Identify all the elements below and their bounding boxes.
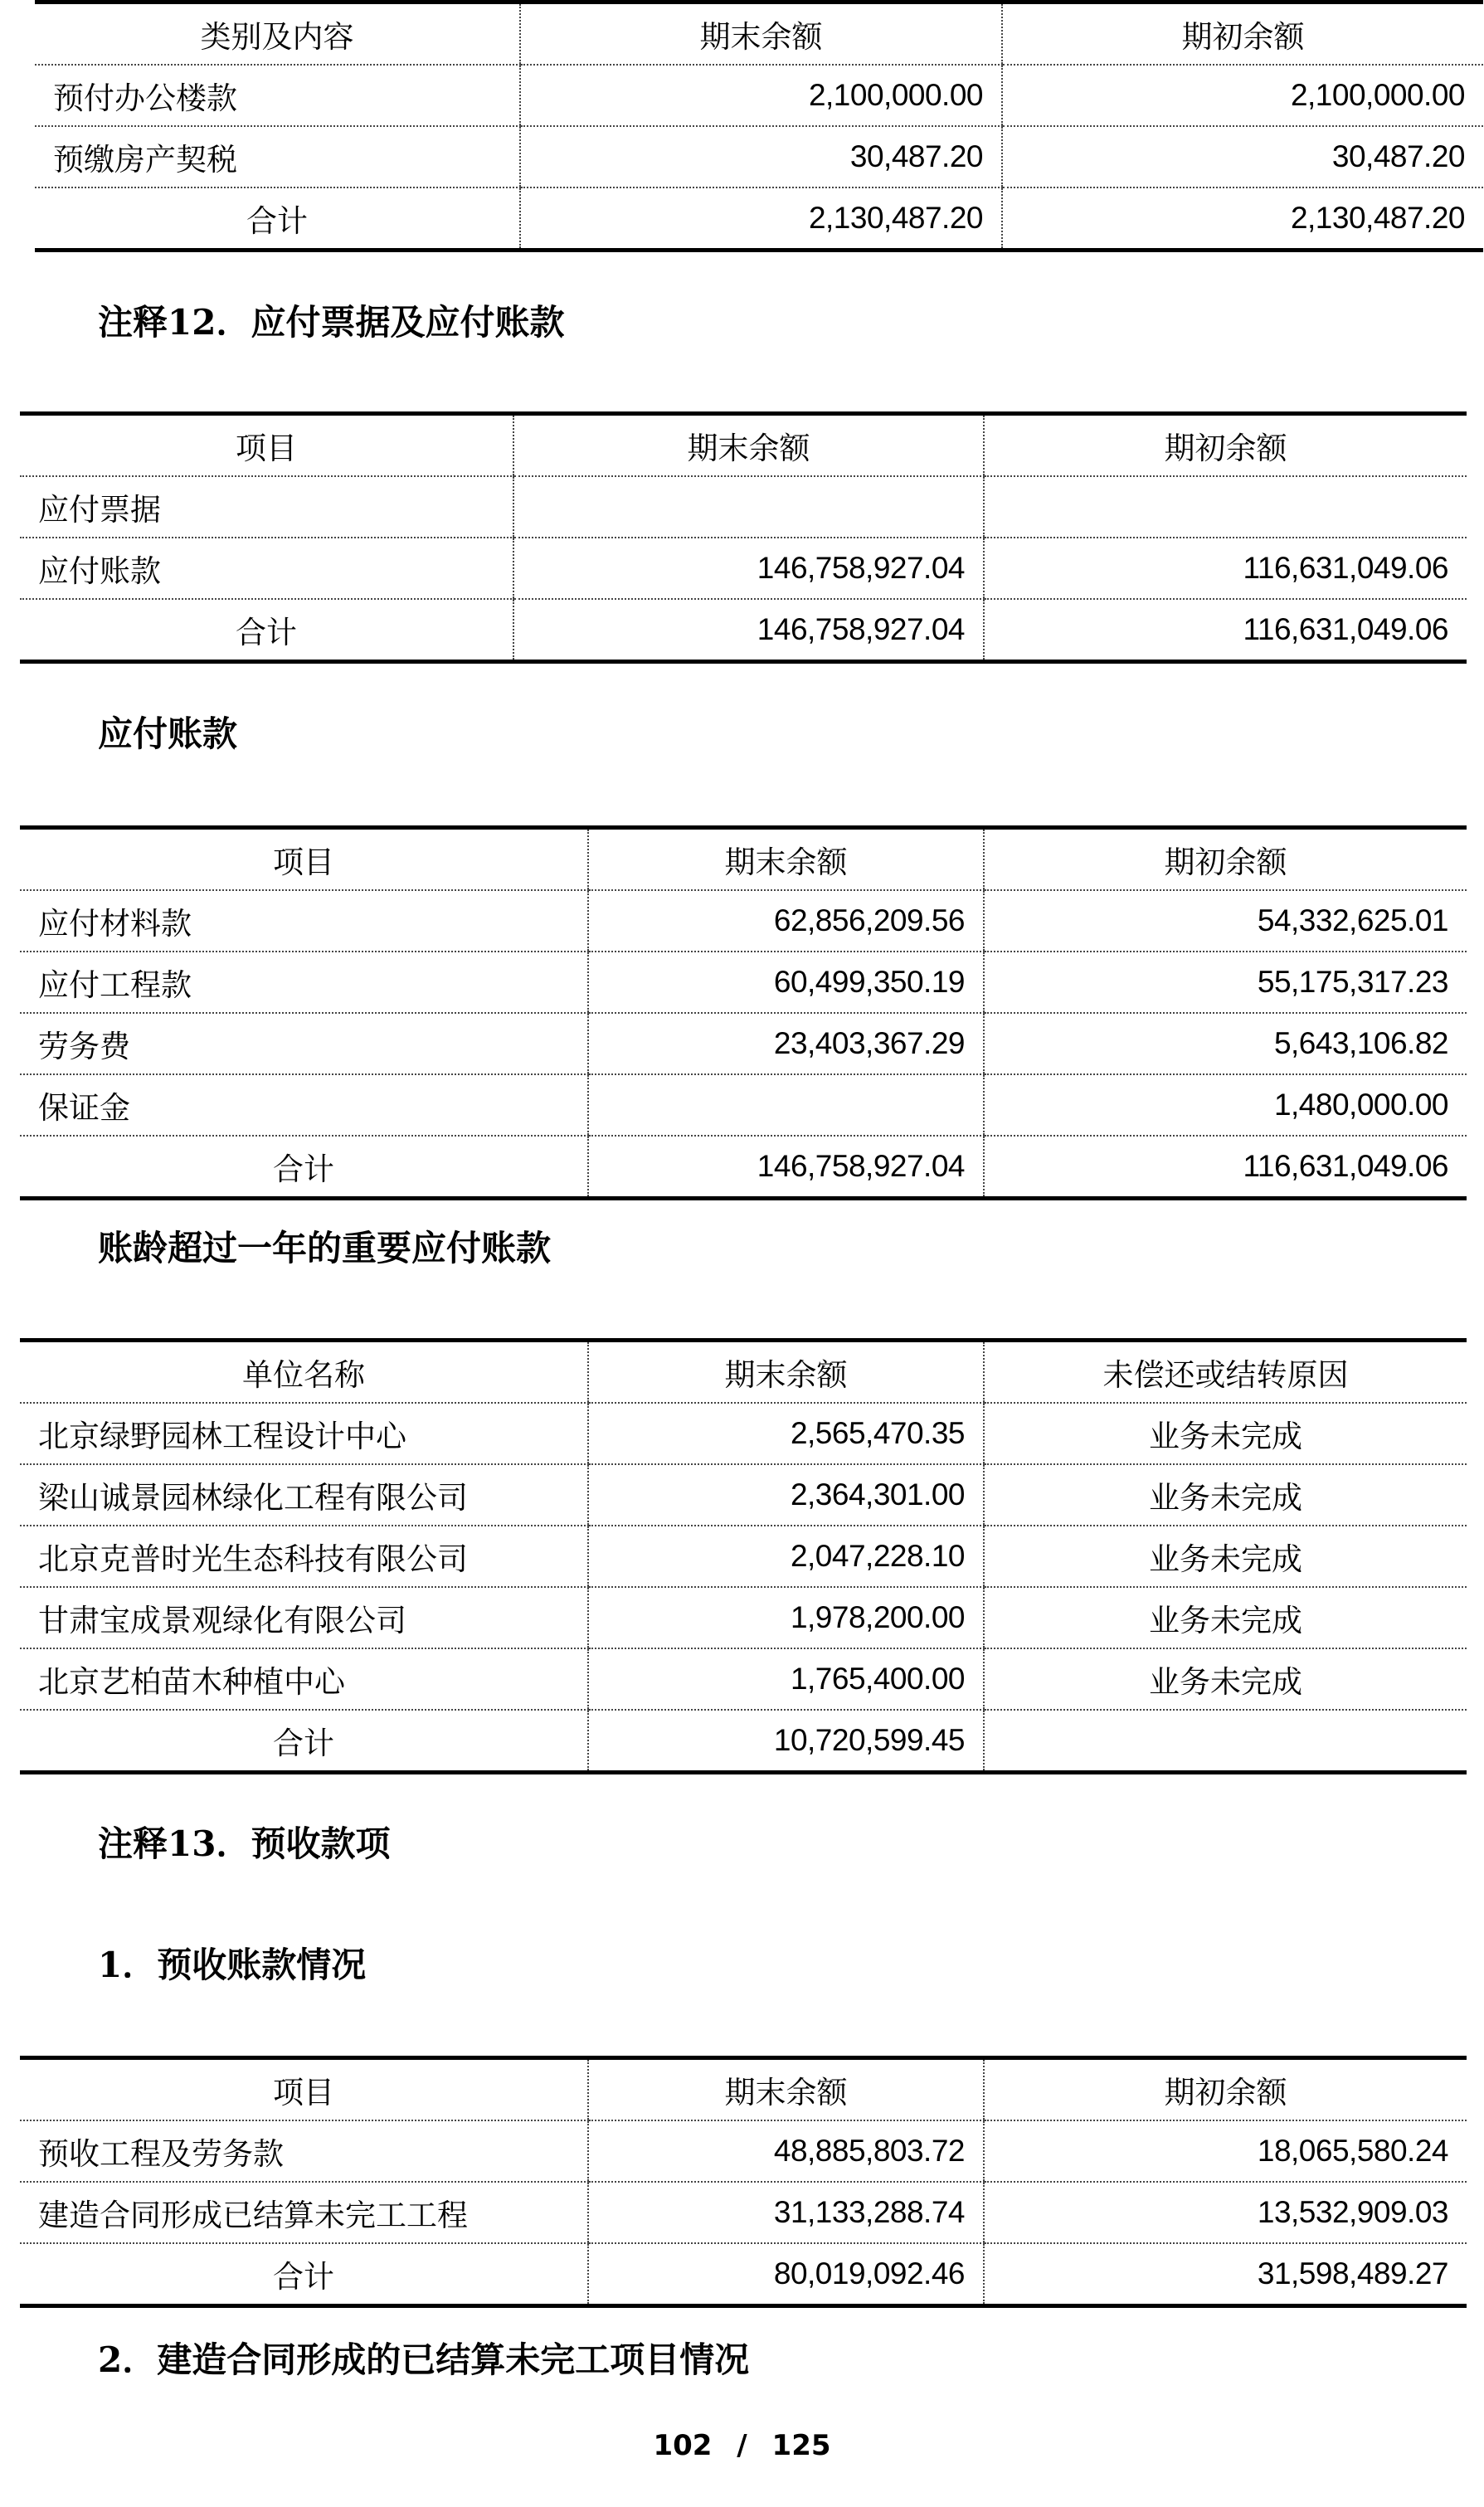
- closing-balance: 31,133,288.74: [588, 2182, 984, 2243]
- closing-balance: 62,856,209.56: [588, 890, 984, 952]
- opening-balance: 5,643,106.82: [984, 1013, 1467, 1074]
- opening-balance: 30,487.20: [1002, 126, 1483, 187]
- row-label: 合计: [273, 1151, 334, 1187]
- closing-balance: 2,047,228.10: [588, 1526, 984, 1587]
- current-page: 102: [653, 2429, 713, 2462]
- header-cell: 项目: [20, 414, 513, 477]
- row-label: 合计: [273, 2259, 334, 2295]
- table-row: [20, 2182, 1467, 2243]
- header-cell: 期初余额: [1002, 2, 1483, 66]
- opening-balance: 2,100,000.00: [1002, 65, 1483, 126]
- notes-and-accounts-payable-table: [20, 411, 1467, 664]
- row-label: 预缴房产契税: [35, 126, 520, 187]
- reason: 业务未完成: [984, 1526, 1467, 1587]
- section-heading-note13: 注释13．预收款项: [98, 1823, 391, 1864]
- accounts-payable-detail-table: [20, 825, 1467, 1200]
- closing-balance: 146,758,927.04: [513, 599, 984, 662]
- table-header-row: [20, 828, 1467, 891]
- company-name: 梁山诚景园林绿化工程有限公司: [20, 1464, 588, 1526]
- header-cell: 期初余额: [984, 828, 1467, 891]
- reason: 业务未完成: [984, 1587, 1467, 1648]
- row-label: 劳务费: [20, 1013, 588, 1074]
- table-row: [20, 1403, 1467, 1464]
- header-cell: 期末余额: [588, 2058, 984, 2121]
- section-heading-aged-payables: 账龄超过一年的重要应付账款: [98, 1228, 552, 1268]
- closing-balance: 30,487.20: [520, 126, 1002, 187]
- header-cell: 期末余额: [513, 414, 984, 477]
- company-name: 北京绿野园林工程设计中心: [20, 1403, 588, 1464]
- opening-balance: [984, 476, 1467, 538]
- reason: [984, 1710, 1467, 1773]
- subsection-heading-construction-contracts: 2．建造合同形成的已结算未完工项目情况: [98, 2339, 750, 2380]
- reason: 业务未完成: [984, 1464, 1467, 1526]
- company-name: 甘肃宝成景观绿化有限公司: [20, 1587, 588, 1648]
- total-row: [20, 1710, 1467, 1773]
- row-label: 应付票据: [20, 476, 513, 538]
- opening-balance: 31,598,489.27: [984, 2243, 1467, 2306]
- page-separator: /: [737, 2429, 747, 2462]
- opening-balance: 54,332,625.01: [984, 890, 1467, 952]
- row-label: 合计: [246, 203, 308, 239]
- row-label: 合计: [236, 615, 297, 650]
- table-row: [20, 952, 1467, 1013]
- advance-receipts-table: [20, 2056, 1467, 2308]
- table-row: [20, 538, 1467, 599]
- closing-balance: 80,019,092.46: [588, 2243, 984, 2306]
- row-label: 保证金: [20, 1074, 588, 1136]
- prepaid-table: [35, 0, 1483, 252]
- closing-balance: 60,499,350.19: [588, 952, 984, 1013]
- aged-payables-table: [20, 1338, 1467, 1774]
- table-row: [20, 476, 1467, 538]
- header-cell: 单位名称: [20, 1341, 588, 1404]
- closing-balance: 1,765,400.00: [588, 1648, 984, 1710]
- table-row: [20, 1464, 1467, 1526]
- header-cell: 期末余额: [520, 2, 1002, 66]
- table-header-row: [35, 2, 1483, 66]
- header-cell: 期末余额: [588, 1341, 984, 1404]
- header-cell: 期末余额: [588, 828, 984, 891]
- table-row: [20, 1587, 1467, 1648]
- row-label: 建造合同形成已结算未完工工程: [20, 2182, 588, 2243]
- page-number: [0, 2429, 1484, 2462]
- row-label: 应付工程款: [20, 952, 588, 1013]
- opening-balance: 116,631,049.06: [984, 538, 1467, 599]
- closing-balance: 146,758,927.04: [588, 1136, 984, 1199]
- closing-balance: 23,403,367.29: [588, 1013, 984, 1074]
- total-row: [20, 599, 1467, 662]
- opening-balance: 116,631,049.06: [984, 599, 1467, 662]
- table-header-row: [20, 414, 1467, 477]
- header-cell: 期初余额: [984, 2058, 1467, 2121]
- table-header-row: [20, 2058, 1467, 2121]
- row-label: 合计: [273, 1726, 334, 1761]
- opening-balance: 2,130,487.20: [1002, 187, 1483, 251]
- closing-balance: [513, 476, 984, 538]
- opening-balance: 55,175,317.23: [984, 952, 1467, 1013]
- header-cell: 类别及内容: [35, 2, 520, 66]
- table-row: [35, 65, 1483, 126]
- total-row: [35, 187, 1483, 251]
- section-heading-note12: 注释12．应付票据及应付账款: [98, 302, 565, 343]
- table-row: [20, 1648, 1467, 1710]
- table-row: [20, 2120, 1467, 2182]
- table-row: [20, 1013, 1467, 1074]
- row-label: 应付账款: [20, 538, 513, 599]
- table-row: [35, 126, 1483, 187]
- closing-balance: 48,885,803.72: [588, 2120, 984, 2182]
- table-row: [20, 1074, 1467, 1136]
- header-cell: 项目: [20, 828, 588, 891]
- closing-balance: 2,364,301.00: [588, 1464, 984, 1526]
- company-name: 北京克普时光生态科技有限公司: [20, 1526, 588, 1587]
- row-label: 预付办公楼款: [35, 65, 520, 126]
- header-cell: 未偿还或结转原因: [984, 1341, 1467, 1404]
- total-row: [20, 1136, 1467, 1199]
- opening-balance: 18,065,580.24: [984, 2120, 1467, 2182]
- row-label: 预收工程及劳务款: [20, 2120, 588, 2182]
- header-cell: 期初余额: [984, 414, 1467, 477]
- closing-balance: 1,978,200.00: [588, 1587, 984, 1648]
- header-cell: 项目: [20, 2058, 588, 2121]
- reason: 业务未完成: [984, 1648, 1467, 1710]
- section-heading-accounts-payable: 应付账款: [98, 713, 238, 754]
- closing-balance: 146,758,927.04: [513, 538, 984, 599]
- closing-balance: 2,100,000.00: [520, 65, 1002, 126]
- opening-balance: 1,480,000.00: [984, 1074, 1467, 1136]
- table-row: [20, 1526, 1467, 1587]
- closing-balance: 2,130,487.20: [520, 187, 1002, 251]
- closing-balance: [588, 1074, 984, 1136]
- total-pages: 125: [771, 2429, 831, 2462]
- reason: 业务未完成: [984, 1403, 1467, 1464]
- row-label: 应付材料款: [20, 890, 588, 952]
- table-header-row: [20, 1341, 1467, 1404]
- table-row: [20, 890, 1467, 952]
- total-row: [20, 2243, 1467, 2306]
- closing-balance: 10,720,599.45: [588, 1710, 984, 1773]
- opening-balance: 116,631,049.06: [984, 1136, 1467, 1199]
- opening-balance: 13,532,909.03: [984, 2182, 1467, 2243]
- subsection-heading-advance-receipts: 1．预收账款情况: [98, 1945, 367, 1985]
- company-name: 北京艺柏苗木种植中心: [20, 1648, 588, 1710]
- closing-balance: 2,565,470.35: [588, 1403, 984, 1464]
